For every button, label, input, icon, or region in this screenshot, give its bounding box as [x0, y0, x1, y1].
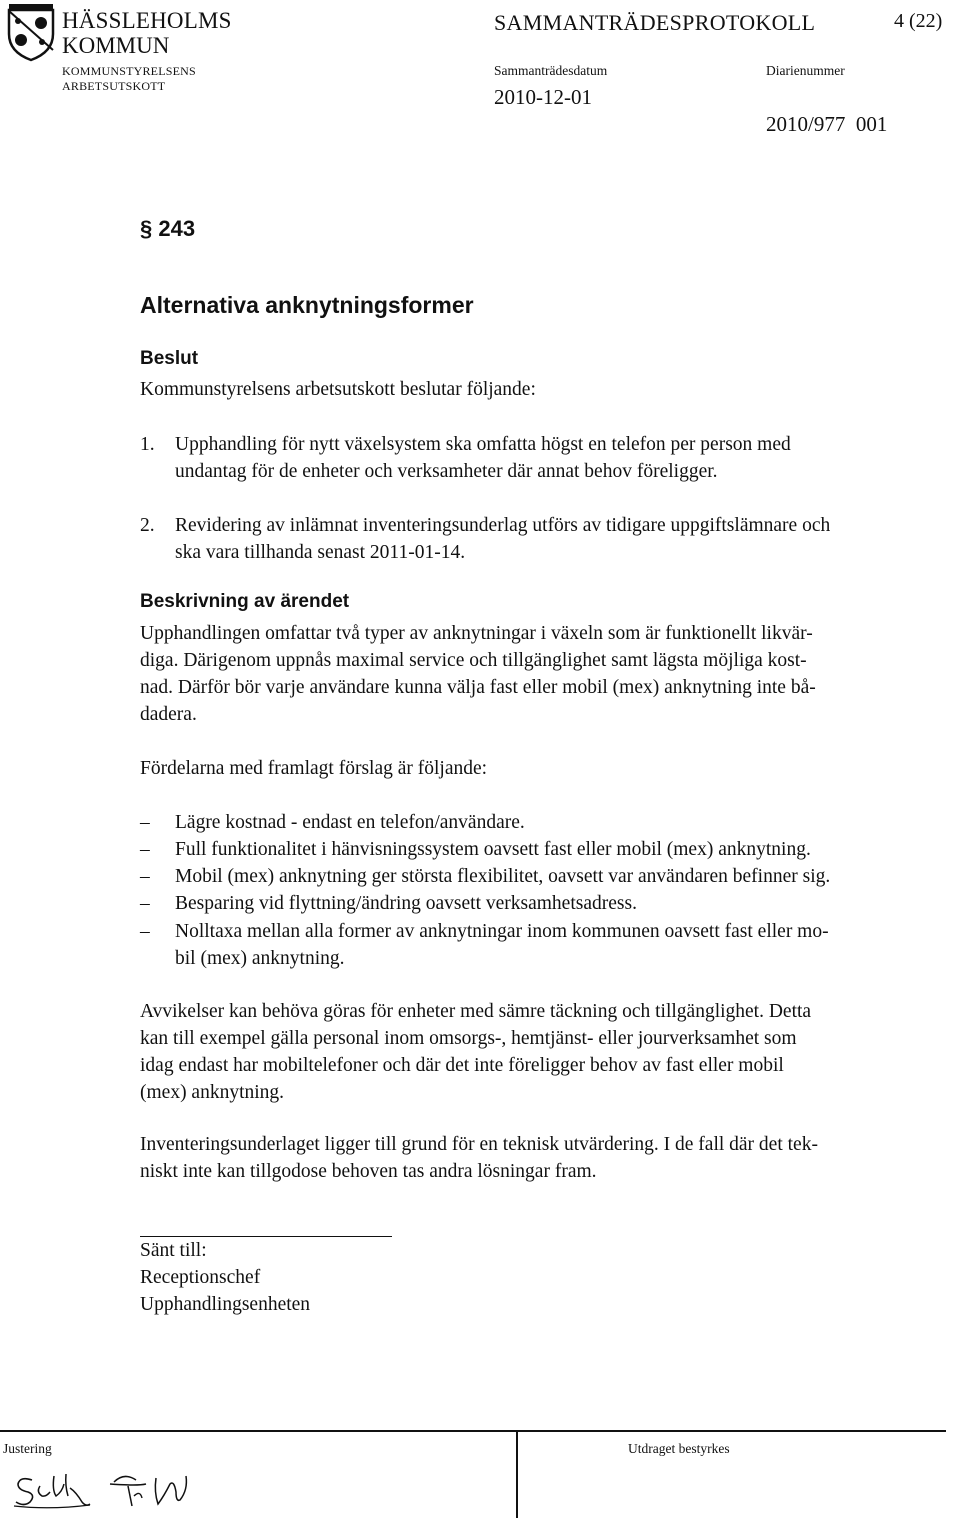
decision-item-number: 2.	[140, 515, 155, 536]
decision-item-number: 1.	[140, 434, 155, 455]
dash-bullet-icon: –	[140, 839, 150, 860]
org-committee: ARBETSUTSKOTT	[62, 79, 166, 93]
inventory-paragraph: Inventeringsunderlaget ligger till grund för en teknisk utvärdering. I de fall där det tek- niskt inte kan tillgodose behoven tas andra lösningar fram.	[140, 1134, 818, 1182]
paragraph-number: § 243	[140, 216, 196, 241]
decision-intro: Kommunstyrelsens arbetsutskott beslutar följande:	[140, 379, 536, 400]
dash-bullet-icon: –	[140, 893, 150, 914]
certified-extract-label: Utdraget bestyrkes	[628, 1441, 730, 1456]
diary-number-value: 2010/977 001	[766, 112, 888, 136]
footer-column-divider	[516, 1430, 518, 1518]
advantage-text: Nolltaxa mellan alla former av anknytningar inom kommunen oavsett fast eller mo- bil (mex) anknytning.	[175, 921, 829, 969]
document-title: SAMMANTRÄDESPROTOKOLL	[494, 10, 816, 35]
meeting-date-label: Sammanträdesdatum	[494, 63, 608, 78]
recipient: Receptionschef	[140, 1267, 261, 1288]
page-number: 4 (22)	[894, 10, 943, 32]
advantage-text: Full funktionalitet i hänvisningssystem oavsett fast eller mobil (mex) anknytning.	[175, 839, 811, 860]
advantage-text: Lägre kostnad - endast en telefon/användare.	[175, 812, 525, 833]
org-name-kommun: KOMMUN	[62, 33, 170, 58]
dash-bullet-icon: –	[140, 866, 150, 887]
description-heading: Beskrivning av ärendet	[140, 591, 350, 612]
decision-item-text: Upphandling för nytt växelsystem ska omfatta högst en telefon per person med undantag för de enheter och verksamheter där annat behov föreligger.	[175, 434, 791, 482]
justering-label: Justering	[3, 1441, 52, 1456]
description-paragraph: Upphandlingen omfattar två typer av anknytningar i växeln som är funktionellt likvär- diga. Därigenom uppnås maximal service och tillgänglighet samt lägsta möjliga kost- nad. Därför bör varje användare kunna välja fast eller mobil (mex) anknytning inte bå- dadera.	[140, 623, 816, 725]
org-department: KOMMUNSTYRELSENS	[62, 64, 196, 78]
advantage-text: Mobil (mex) anknytning ger största flexibilitet, oavsett var användaren befinner sig.	[175, 866, 831, 887]
advantages-intro: Fördelarna med framlagt förslag är följande:	[140, 758, 488, 779]
dash-bullet-icon: –	[140, 921, 150, 942]
coat-of-arms-logo-icon	[6, 4, 56, 62]
decision-heading: Beslut	[140, 348, 199, 369]
deviations-paragraph: Avvikelser kan behöva göras för enheter med sämre täckning och tillgänglighet. Detta kan till exempel gälla personal inom omsorgs-, hemtjänst- eller jourverksamhet som idag endast har mobiltelefoner och där det inte föreligger behov av fast eller mobil (mex) anknytning.	[140, 1001, 812, 1103]
handwritten-initials-icon	[10, 1462, 250, 1512]
advantage-text: Besparing vid flyttning/ändring oavsett verksamhetsadress.	[175, 893, 637, 914]
sent-to-label: Sänt till:	[140, 1240, 207, 1261]
org-name: HÄSSLEHOLMS	[62, 8, 232, 33]
section-title: Alternativa anknytningsformer	[140, 292, 474, 318]
decision-item-text: Revidering av inlämnat inventeringsunderlag utförs av tidigare uppgiftslämnare och ska vara tillhanda senast 2011-01-14.	[175, 515, 831, 563]
footer-divider	[0, 1430, 946, 1432]
recipient: Upphandlingsenheten	[140, 1294, 311, 1315]
meeting-date-value: 2010-12-01	[494, 85, 592, 109]
dash-bullet-icon: –	[140, 812, 150, 833]
diary-number-label: Diarienummer	[766, 63, 845, 78]
